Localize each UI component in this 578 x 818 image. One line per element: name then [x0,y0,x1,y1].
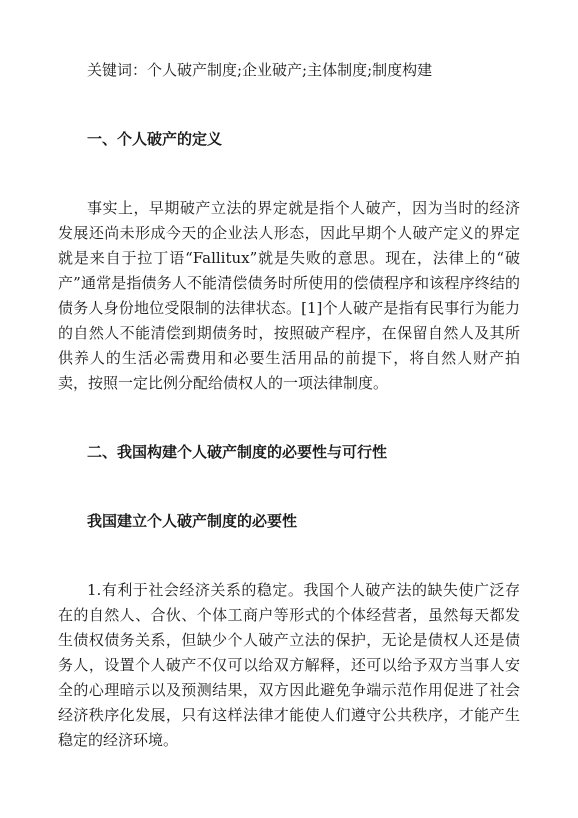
section1-body: 事实上，早期破产立法的界定就是指个人破产，因为当时的经济发展还尚未形成今天的企业法人形态，因此早期个人破产定义的界定就是来自于拉丁语“Fallitux”就是失败的意思。现在，法律上的“破产”通常是指债务人不能清偿债务时所使用的偿债程序和该程序终结的债务人身份地位受限制的法律状态。[1]个人破产是指有民事行为能力的自然人不能清偿到期债务时，按照破产程序，在保留自然人及其所供养人的生活必需费用和必要生活用品的前提下，将自然人财产拍卖，按照一定比例分配给债权人的一项法律制度。 [58,199,520,392]
section1-heading: 一、个人破产的定义 [87,130,223,148]
point1-body: 1.有利于社会经济关系的稳定。我国个人破产法的缺失使广泛存在的自然人、合伙、个体工商户等形式的个体经营者，虽然每天都发生债权债务关系，但缺少个人破产立法的保护，无论是债权人还是债务人，设置个人破产不仅可以给双方解释，还可以给予双方当事人安全的心理暗示以及预测结果，双方因此避免争端示范作用促进了社会经济秩序化发展，只有这样法律才能使人们遵守公共秩序，才能产生稳定的经济环境。 [58,581,520,749]
section2-heading: 二、我国构建个人破产制度的必要性与可行性 [87,443,388,461]
subsection-heading: 我国建立个人破产制度的必要性 [87,512,298,530]
keywords-line: 关键词：个人破产制度;企业破产;主体制度;制度构建 [87,61,433,79]
